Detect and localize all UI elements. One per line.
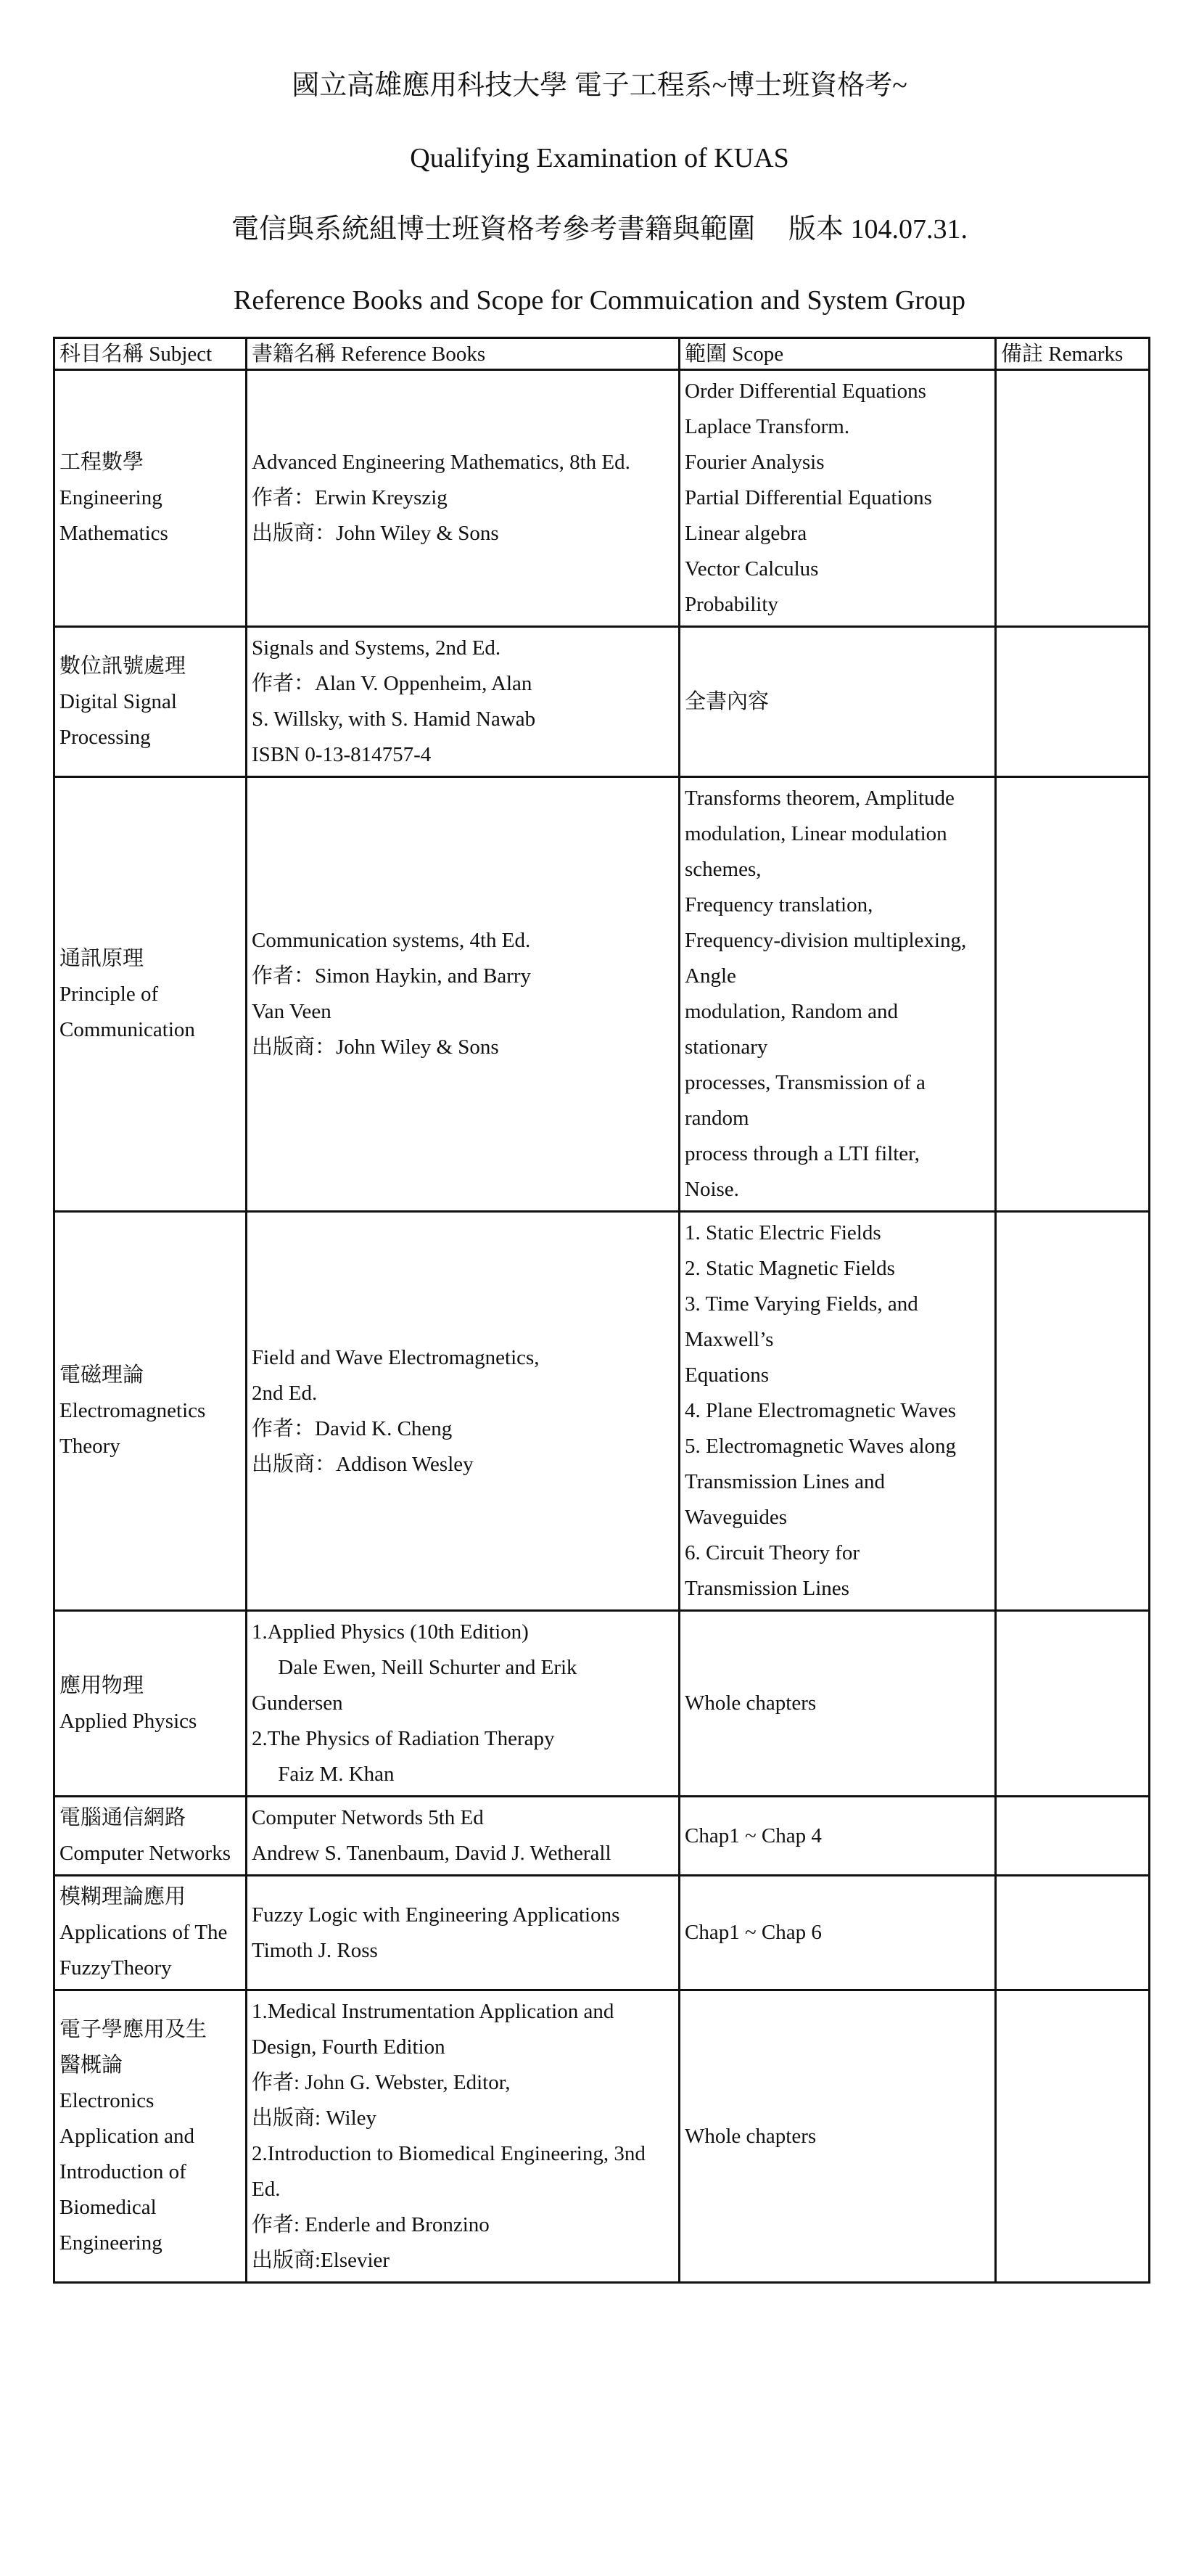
books-line: Field and Wave Electromagnetics,: [252, 1345, 540, 1369]
column-header-books: 書籍名稱 Reference Books: [247, 338, 680, 370]
scope-line: 1. Static Electric Fields: [685, 1221, 881, 1244]
subject-line: Engineering: [59, 486, 162, 509]
subject-line: 工程數學: [59, 451, 144, 474]
cell-subject: [54, 370, 247, 627]
cell-subject: [54, 777, 247, 1212]
scope-line: Maxwell’s: [685, 1328, 774, 1351]
books-line: Faiz M. Khan: [252, 1763, 395, 1786]
cell-books: [247, 370, 680, 627]
subject-line: Applied Physics: [59, 1709, 197, 1733]
scope-line: 5. Electromagnetic Waves along: [685, 1435, 956, 1458]
subject-line: Digital Signal: [59, 689, 177, 713]
subject-line: Electronics: [59, 2088, 154, 2112]
books-line: 出版商: Wiley: [252, 2107, 377, 2130]
column-header-scope: 範圍 Scope: [680, 338, 996, 370]
scope-line: Angle: [685, 964, 736, 988]
scope-line: Waveguides: [685, 1506, 788, 1529]
books-line: 作者: John G. Webster, Editor,: [252, 2071, 511, 2094]
books-line: 作者：David K. Cheng: [252, 1416, 453, 1440]
cell-remarks: [996, 1876, 1150, 1990]
subject-line: FuzzyTheory: [59, 1956, 172, 1980]
subject-line: Applications of The: [59, 1921, 228, 1944]
scope-line: Chap1 ~ Chap 6: [685, 1921, 822, 1944]
scope-line: Transforms theorem, Amplitude: [685, 787, 955, 810]
cell-scope: [680, 1876, 996, 1990]
books-line: 作者：Erwin Kreyszig: [252, 486, 448, 509]
scope-line: Partial Differential Equations: [685, 486, 932, 509]
subject-line: 電磁理論: [59, 1363, 144, 1387]
scope-line: schemes,: [685, 858, 762, 881]
scope-line: 3. Time Varying Fields, and: [685, 1292, 918, 1316]
subject-line: 電子學應用及生: [59, 2017, 207, 2041]
cell-scope: [680, 777, 996, 1212]
books-line: 2.Introduction to Biomedical Engineering, 3nd: [252, 2142, 646, 2165]
books-line: 作者: Enderle and Bronzino: [252, 2213, 490, 2236]
cell-scope: [680, 627, 996, 777]
reference-table: [53, 337, 1150, 2284]
cell-books: [247, 777, 680, 1212]
cell-scope: [680, 1611, 996, 1797]
cell-subject: [54, 1876, 247, 1990]
title-chinese: 國立高雄應用科技大學 電子工程系~博士班資格考~: [292, 70, 907, 101]
cell-books: [247, 1212, 680, 1611]
subject-line: 應用物理: [59, 1673, 144, 1697]
table-body: [54, 370, 1150, 2283]
subject-line: Principle of: [59, 982, 159, 1006]
cell-remarks: [996, 1990, 1150, 2283]
subtitle-chinese-line: [0, 213, 1199, 245]
table-header-row: [54, 338, 1150, 370]
books-line: Andrew S. Tanenbaum, David J. Wetherall: [252, 1842, 611, 1865]
scope-line: Vector Calculus: [685, 557, 819, 581]
books-line: 2nd Ed.: [252, 1381, 318, 1405]
scope-line: Equations: [685, 1363, 769, 1387]
cell-remarks: [996, 370, 1150, 627]
books-line: Gundersen: [252, 1691, 343, 1715]
scope-line: modulation, Random and: [685, 1000, 898, 1023]
scope-line: modulation, Linear modulation: [685, 822, 947, 845]
books-line: Fuzzy Logic with Engineering Applications: [252, 1903, 620, 1927]
scope-line: random: [685, 1107, 749, 1130]
subject-line: Computer Networks: [59, 1842, 231, 1865]
scope-line: Noise.: [685, 1178, 739, 1201]
table-row: [54, 370, 1150, 627]
books-line: Ed.: [252, 2178, 281, 2201]
scope-line: Chap1 ~ Chap 4: [685, 1824, 822, 1847]
subtitle-english: Reference Books and Scope for Commuication and System Group: [234, 285, 965, 316]
table-row: [54, 1990, 1150, 2283]
scope-line: Transmission Lines: [685, 1577, 849, 1600]
books-line: 出版商:Elsevier: [252, 2249, 390, 2272]
cell-subject: [54, 627, 247, 777]
cell-remarks: [996, 1611, 1150, 1797]
cell-subject: [54, 1611, 247, 1797]
cell-books: [247, 1611, 680, 1797]
subject-line: 模糊理論應用: [59, 1885, 186, 1908]
books-line: 2.The Physics of Radiation Therapy: [252, 1727, 555, 1750]
scope-line: Transmission Lines and: [685, 1470, 886, 1493]
subtitle-chinese: 電信與系統組博士班資格考參考書籍與範圍: [231, 214, 755, 245]
cell-books: [247, 1876, 680, 1990]
cell-subject: [54, 1212, 247, 1611]
scope-line: Order Differential Equations: [685, 380, 926, 403]
cell-remarks: [996, 777, 1150, 1212]
subject-line: Introduction of: [59, 2159, 186, 2183]
subject-line: Application and: [59, 2124, 195, 2148]
scope-line: 全書內容: [685, 689, 770, 713]
books-line: Signals and Systems, 2nd Ed.: [252, 636, 501, 660]
subject-line: 通訊原理: [59, 946, 144, 970]
cell-remarks: [996, 1212, 1150, 1611]
subject-line: Mathematics: [59, 522, 168, 545]
books-line: Timoth J. Ross: [252, 1938, 378, 1962]
column-header-remarks: 備註 Remarks: [996, 338, 1150, 370]
scope-line: Frequency-division multiplexing,: [685, 929, 967, 952]
books-line: 出版商：John Wiley & Sons: [252, 1035, 499, 1059]
books-line: 1.Applied Physics (10th Edition): [252, 1620, 529, 1644]
version-label: 版本 104.07.31.: [788, 214, 968, 245]
books-line: 出版商：Addison Wesley: [252, 1452, 474, 1476]
books-line: Advanced Engineering Mathematics, 8th Ed.: [252, 451, 630, 474]
column-header-subject: 科目名稱 Subject: [54, 338, 247, 370]
cell-books: [247, 627, 680, 777]
books-line: 作者：Simon Haykin, and Barry: [252, 964, 532, 988]
scope-line: Frequency translation,: [685, 893, 873, 916]
cell-subject: [54, 1990, 247, 2283]
cell-scope: [680, 1990, 996, 2283]
subject-line: 數位訊號處理: [59, 654, 186, 678]
table-row: [54, 777, 1150, 1212]
scope-line: Fourier Analysis: [685, 451, 825, 474]
scope-line: Linear algebra: [685, 522, 807, 545]
title-english: Qualifying Examination of KUAS: [410, 143, 789, 173]
cell-subject: [54, 1797, 247, 1876]
cell-scope: [680, 1797, 996, 1876]
scope-line: 4. Plane Electromagnetic Waves: [685, 1399, 956, 1422]
books-line: Dale Ewen, Neill Schurter and Erik: [252, 1656, 577, 1679]
books-line: Communication systems, 4th Ed.: [252, 929, 531, 952]
subject-line: Electromagnetics: [59, 1399, 206, 1422]
scope-line: Whole chapters: [685, 1691, 817, 1715]
books-line: S. Willsky, with S. Hamid Nawab: [252, 707, 536, 731]
subject-line: 電腦通信網路: [59, 1806, 186, 1829]
table-row: [54, 627, 1150, 777]
cell-books: [247, 1797, 680, 1876]
books-line: Computer Networds 5th Ed: [252, 1806, 484, 1829]
scope-line: Whole chapters: [685, 2124, 817, 2148]
cell-remarks: [996, 627, 1150, 777]
cell-books: [247, 1990, 680, 2283]
scope-line: processes, Transmission of a: [685, 1071, 926, 1094]
books-line: Design, Fourth Edition: [252, 2035, 445, 2059]
table-row: [54, 1797, 1150, 1876]
table-row: [54, 1212, 1150, 1611]
books-line: 1.Medical Instrumentation Application and: [252, 2000, 614, 2023]
subject-line: Communication: [59, 1017, 195, 1041]
subject-line: Theory: [59, 1435, 120, 1458]
cell-remarks: [996, 1797, 1150, 1876]
subject-line: Processing: [59, 725, 151, 749]
table-row: [54, 1876, 1150, 1990]
books-line: Van Veen: [252, 1000, 331, 1023]
scope-line: Probability: [685, 593, 778, 616]
scope-line: process through a LTI filter,: [685, 1142, 920, 1165]
subject-line: Biomedical: [59, 2195, 157, 2219]
scope-line: 6. Circuit Theory for: [685, 1541, 860, 1564]
books-line: 作者：Alan V. Oppenheim, Alan: [252, 672, 532, 695]
scope-line: Laplace Transform.: [685, 415, 850, 438]
books-line: ISBN 0-13-814757-4: [252, 743, 432, 766]
cell-scope: [680, 370, 996, 627]
subject-line: 醫概論: [59, 2053, 123, 2077]
table-row: [54, 1611, 1150, 1797]
books-line: 出版商：John Wiley & Sons: [252, 522, 499, 545]
scope-line: stationary: [685, 1035, 768, 1059]
cell-scope: [680, 1212, 996, 1611]
scope-line: 2. Static Magnetic Fields: [685, 1257, 895, 1280]
subject-line: Engineering: [59, 2231, 162, 2255]
